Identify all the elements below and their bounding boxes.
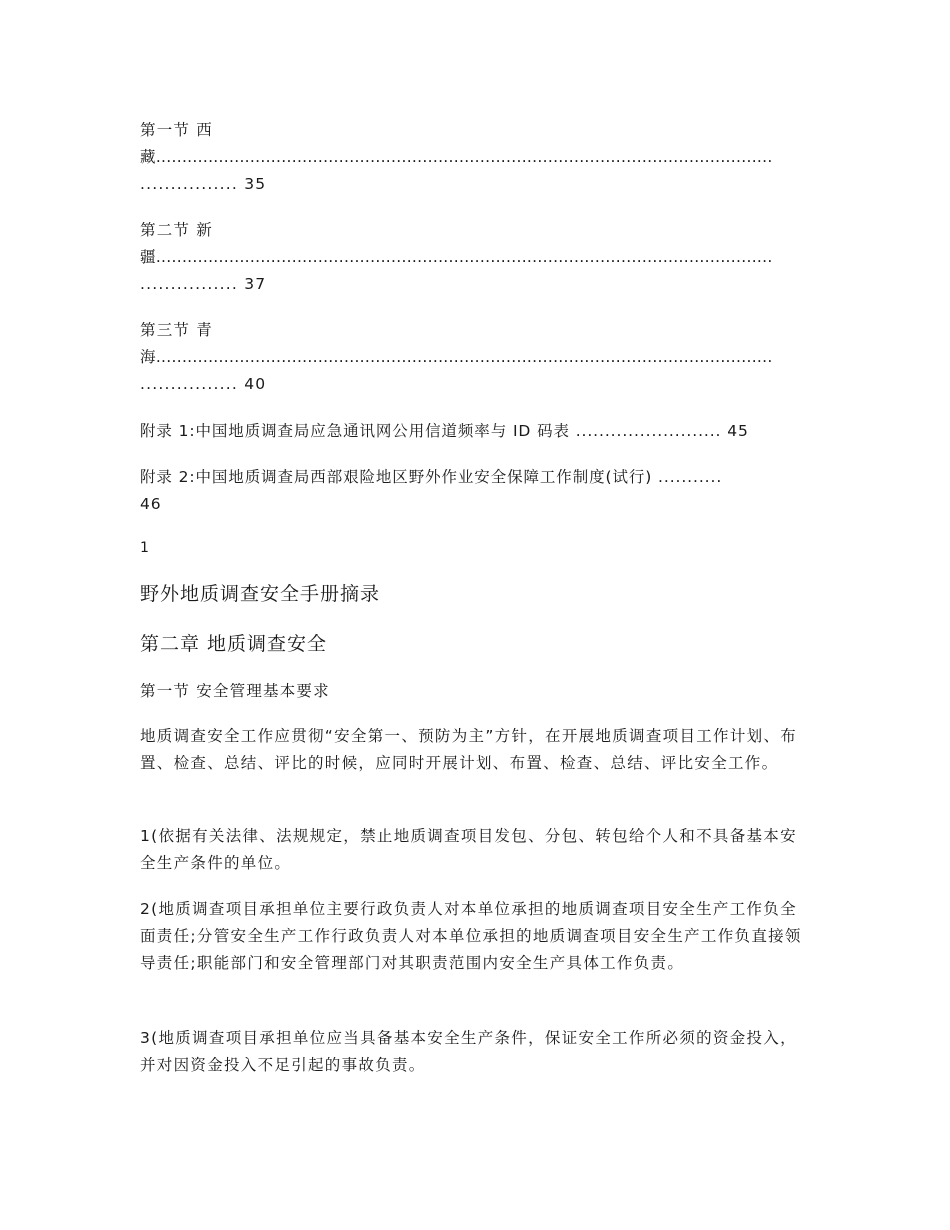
paragraph-3: 3(地质调查项目承担单位应当具备基本安全生产条件，保证安全工作所必须的资金投入，并对因资金投入不足引起的事故负责。 [140,1029,797,1074]
toc-appendix-2[interactable]: 附录 2:中国地质调查局西部艰险地区野外作业安全保障工作制度(试行) ........... [140,468,723,486]
document-page [140,0,810,1230]
toc-appendix-2-page: 46 [140,495,162,513]
page-number: 1 [140,540,149,556]
toc-entry-page[interactable]: ................ 35 [140,175,267,193]
toc-appendix-1[interactable]: 附录 1:中国地质调查局应急通讯网公用信道频率与 ID 码表 ......................... 45 [140,422,749,440]
paragraph-2: 2(地质调查项目承担单位主要行政负责人对本单位承担的地质调查项目安全生产工作负全面责任;分管安全生产工作行政负责人对本单位承担的地质调查项目安全生产工作负直接领导责任;职能部门和安全管理部门对其职责范围内安全生产具体工作负责。 [140,900,802,972]
toc-entry-label: 第三节 青 [140,321,213,339]
paragraph-1: 1(依据有关法律、法规规定，禁止地质调查项目发包、分包、转包给个人和不具备基本安全生产条件的单位。 [140,827,797,872]
document-title: 野外地质调查安全手册摘录 [140,583,381,605]
toc-entry-page[interactable]: ................ 40 [140,375,267,393]
section-title: 第一节 安全管理基本要求 [140,682,330,700]
paragraph-intro: 地质调查安全工作应贯彻“安全第一、预防为主”方针，在开展地质调查项目工作计划、布置、检查、总结、评比的时候，应同时开展计划、布置、检查、总结、评比安全工作。 [140,727,798,772]
toc-entry-label: 第一节 西 [140,121,213,139]
toc-entry-leader: 藏...................................................................................................................... [140,148,773,166]
toc-entry-leader: 疆...................................................................................................................... [140,248,773,266]
toc-entry-page[interactable]: ................ 37 [140,275,267,293]
toc-entry-label: 第二节 新 [140,221,213,239]
toc-entry-leader: 海...................................................................................................................... [140,348,773,366]
chapter-title: 第二章 地质调查安全 [140,633,328,655]
